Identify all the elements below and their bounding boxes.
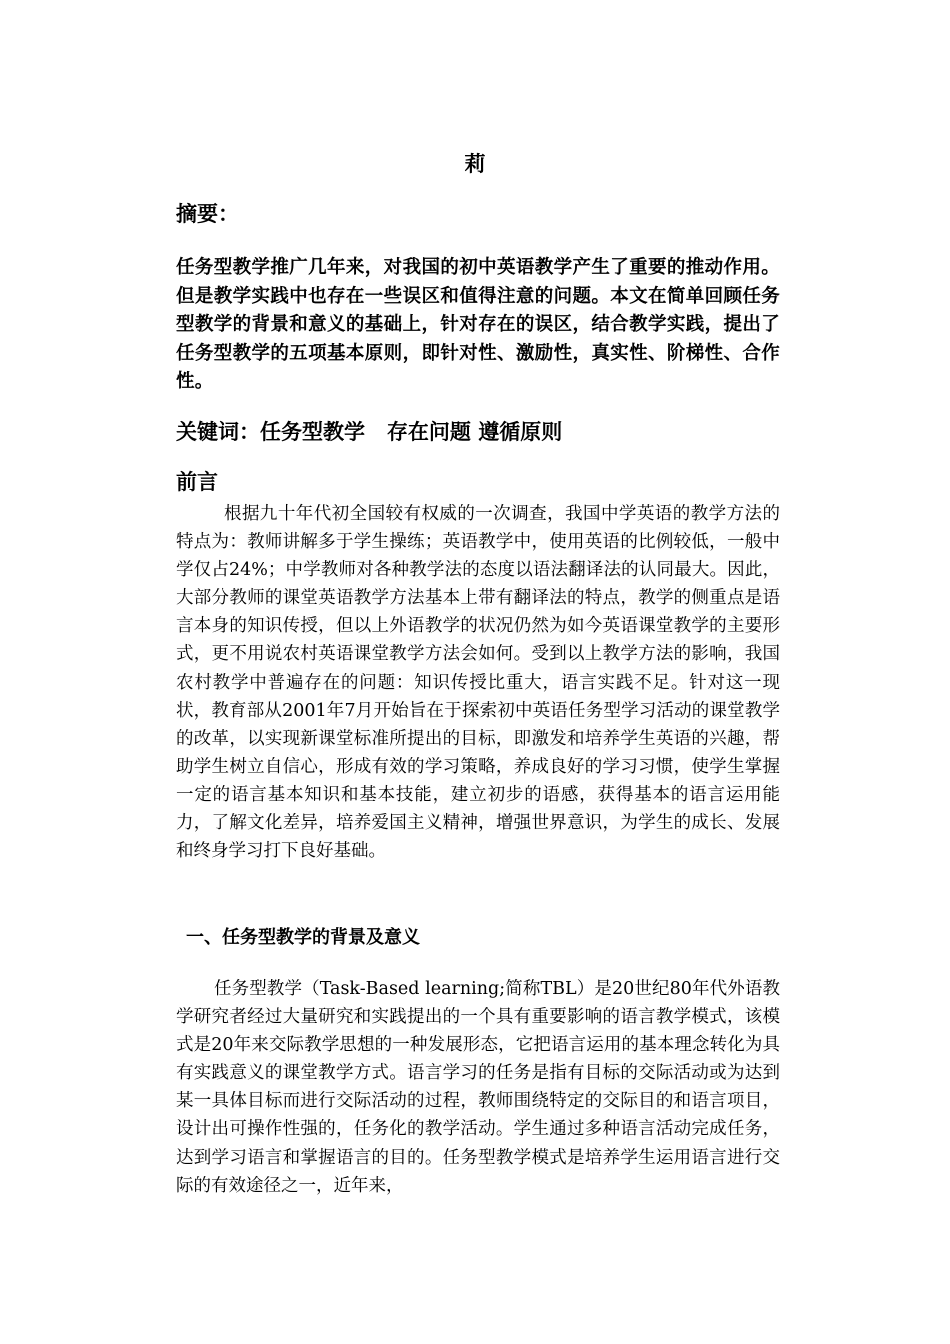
abstract-paragraph: 任务型教学推广几年来，对我国的初中英语教学产生了重要的推动作用。但是教学实践中也存在一些误区和值得注意的问题。本文在简单回顾任务型教学的背景和意义的基础上，针对存在的误区，结合教学实践，提出了任务型教学的五项基本原则，即针对性、激励性，真实性、阶梯性、合作性。 bbox=[176, 257, 780, 393]
abstract-heading: 摘要： bbox=[176, 202, 239, 226]
preface-heading: 前言 bbox=[176, 470, 218, 494]
document-title: 莉 bbox=[464, 151, 486, 176]
preface-paragraph: 根据九十年代初全国较有权威的一次调查，我国中学英语的教学方法的特点为：教师讲解多于学生操练；英语教学中，使用英语的比例较低，一般中学仅占24%；中学教师对各种教学法的态度以语法翻译法的认同最大。因此，大部分教师的课堂英语教学方法基本上带有翻译法的特点，教学的侧重点是语言本身的知识传授，但以上外语教学的状况仍然为如今英语课堂教学的主要形式，更不用说农村英语课堂教学方法会如何。受到以上教学方法的影响，我国农村教学中普遍存在的问题：知识传授比重大，语言实践不足。针对这一现状，教育部从2001年7月开始旨在于探索初中英语任务型学习活动的课堂教学的改革，以实现新课堂标准所提出的目标，即激发和培养学生英语的兴趣，帮助学生树立自信心，形成有效的学习策略，养成良好的学习习惯，使学生掌握一定的语言基本知识和基本技能，建立初步的语感，获得基本的语言运用能力，了解文化差异，培养爱国主义精神，增强世界意识，为学生的成长、发展和终身学习打下良好基础。 bbox=[176, 504, 780, 862]
section-paragraph: 任务型教学（Task-Based learning;简称TBL）是20世纪80年代外语教学研究者经过大量研究和实践提出的一个具有重要影响的语言教学模式，该模式是20年来交际教学思想的一种发展形态，它把语言运用的基本理念转化为具有实践意义的课堂教学方式。语言学习的任务是指有目标的交际活动或为达到某一具体目标而进行交际活动的过程，教师围绕特定的交际目的和语言项目，设计出可操作性强的，任务化的教学活动。学生通过多种语言活动完成任务，达到学习语言和掌握语言的目的。任务型教学模式是培养学生运用语言进行交际的有效途径之一，近年来， bbox=[176, 979, 780, 1196]
section-heading: 一、任务型教学的背景及意义 bbox=[186, 927, 420, 948]
keywords-line: 关键词：任务型教学 存在问题 遵循原则 bbox=[176, 420, 563, 444]
